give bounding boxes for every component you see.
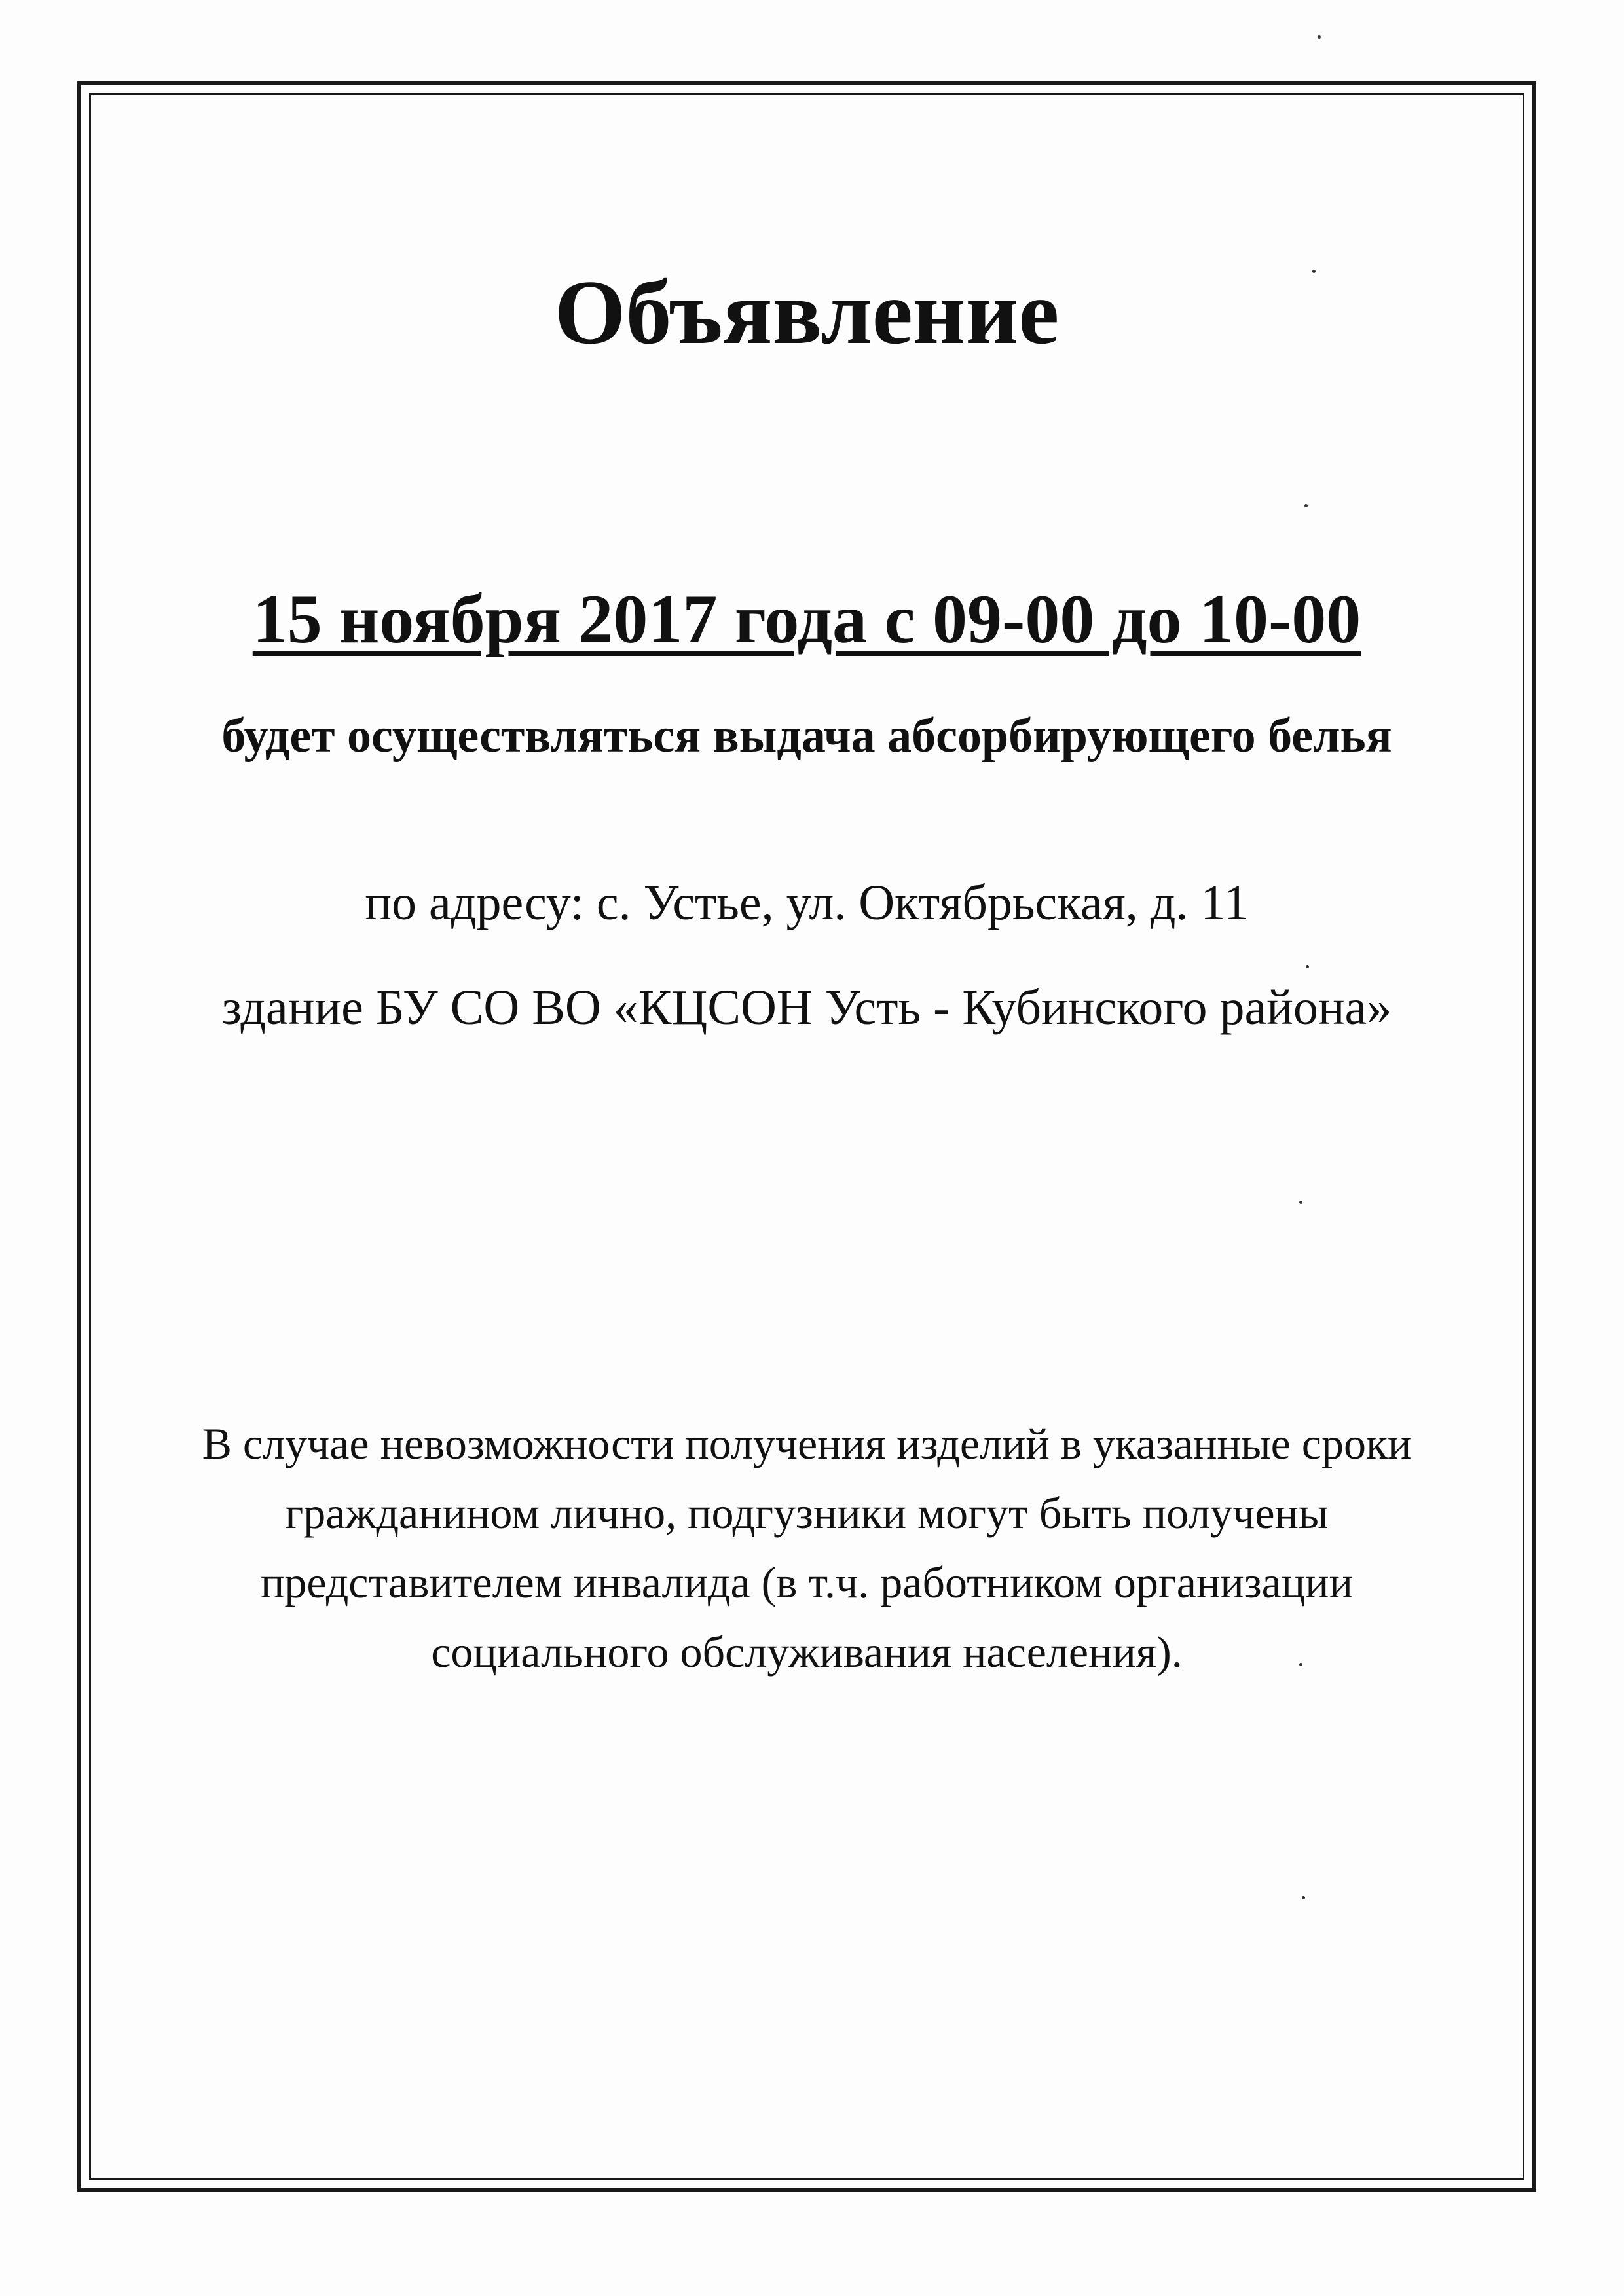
address-line: по адресу: с. Устье, ул. Октябрьская, д. 11 [365,875,1249,930]
scan-speck [1312,270,1316,273]
announcement-body [89,93,1524,2180]
announcement-title: Объявление [554,262,1060,363]
date-time-line: 15 ноября 2017 года с 09-00 до 10-00 [252,581,1361,657]
scan-speck [1299,1663,1302,1666]
scan-speck [1302,1896,1305,1899]
representative-note: В случае невозможности получения изделий в указанные сроки гражданином лично, подгузники могут быть получены представителем инвалида (в т.ч. работником организации социального обслуживания населения). [202,1419,1412,1677]
building-line: здание БУ СО ВО «КЦСОН Усть - Кубинского района» [221,980,1392,1035]
scan-speck [1299,1201,1302,1204]
scan-speck [1306,965,1309,968]
scan-speck [1318,35,1321,39]
distribution-subtitle: будет осуществляться выдача абсорбирующего белья [221,709,1392,763]
scan-speck [1304,504,1308,507]
